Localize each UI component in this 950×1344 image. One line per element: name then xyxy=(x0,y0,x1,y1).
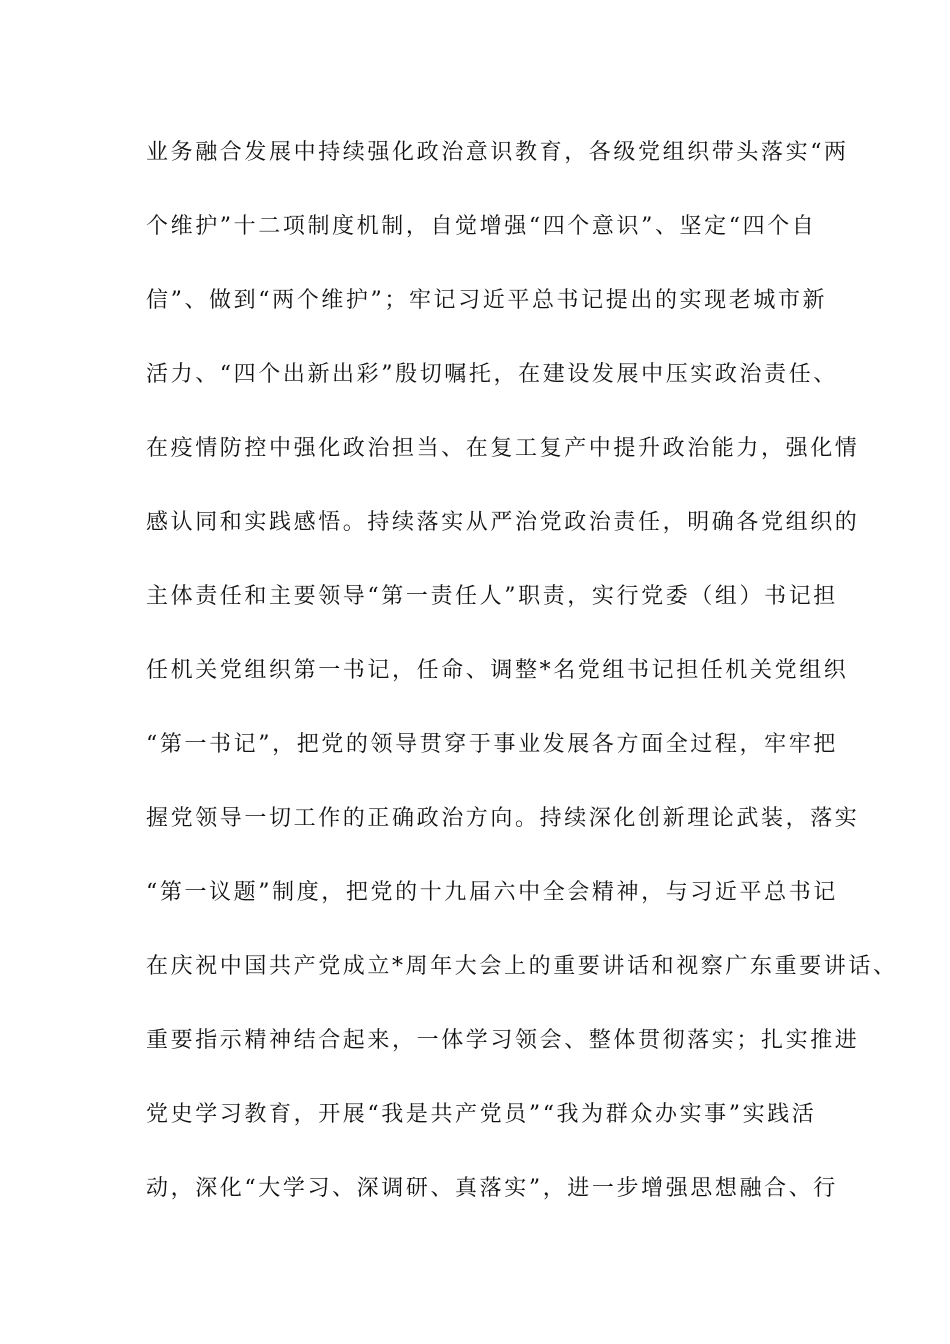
text-line: 握党领导一切工作的正确政治方向。持续深化创新理论武装，落实 xyxy=(146,806,860,831)
text-line: 在疫情防控中强化政治担当、在复工复产中提升政治能力，强化情 xyxy=(146,436,860,461)
text-line: 重要指示精神结合起来，一体学习领会、整体贯彻落实；扎实推进 xyxy=(146,1028,860,1053)
text-line: 信”、做到“两个维护”；牢记习近平总书记提出的实现老城市新 xyxy=(146,288,828,313)
text-line: 动，深化“大学习、深调研、真落实”，进一步增强思想融合、行 xyxy=(146,1176,838,1201)
text-line: 感认同和实践感悟。持续落实从严治党政治责任，明确各党组织的 xyxy=(146,510,860,535)
text-line: 活力、“四个出新出彩”殷切嘱托，在建设发展中压实政治责任、 xyxy=(146,362,838,387)
text-line: 业务融合发展中持续强化政治意识教育，各级党组织带头落实“两 xyxy=(146,140,849,165)
text-line: 党史学习教育，开展“我是共产党员”“我为群众办实事”实践活 xyxy=(146,1102,817,1127)
text-line: 主体责任和主要领导“第一责任人”职责，实行党委（组）书记担 xyxy=(146,584,838,609)
text-line: 个维护”十二项制度机制，自觉增强“四个意识”、坚定“四个自 xyxy=(146,214,817,239)
text-line: 在庆祝中国共产党成立*周年大会上的重要讲话和视察广东重要讲话、 xyxy=(146,954,898,979)
text-line: 任机关党组织第一书记，任命、调整*名党组书记担任机关党组织 xyxy=(146,658,849,683)
body-paragraph xyxy=(146,130,898,1240)
text-line: “第一议题”制度，把党的十九届六中全会精神，与习近平总书记 xyxy=(146,880,838,905)
text-line: “第一书记”，把党的领导贯穿于事业发展各方面全过程，牢牢把 xyxy=(146,732,838,757)
